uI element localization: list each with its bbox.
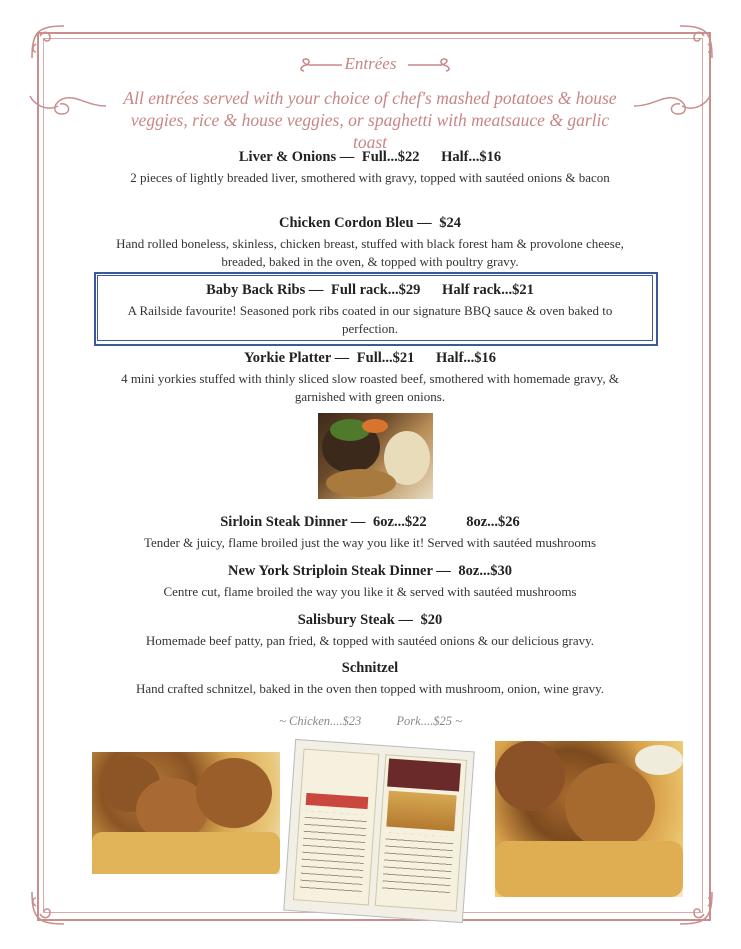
menu-item-chicken-cordon-bleu (110, 214, 630, 270)
item-price-full: Full rack...$29 (331, 282, 421, 298)
item-price-full: Full...$21 (356, 350, 415, 366)
item-name: Chicken Cordon Bleu — (278, 215, 432, 231)
item-name: Sirloin Steak Dinner — (220, 514, 366, 530)
menu-flyer-photo (283, 739, 475, 923)
item-title (110, 659, 630, 677)
option-pork-price: Pork....$25 ~ (396, 714, 462, 728)
item-name: New York Striploin Steak Dinner — (228, 563, 451, 579)
yorkie-platter-photo (318, 413, 433, 499)
flourish-right-icon (406, 58, 454, 72)
item-price: 8oz...$30 (458, 563, 512, 579)
menu-item-salisbury-steak (110, 611, 630, 650)
item-price-8oz: 8oz...$26 (466, 514, 520, 530)
item-price-6oz: 6oz...$22 (373, 514, 427, 530)
item-description: Hand rolled boneless, skinless, chicken breast, stuffed with black forest ham & provolone cheese, breaded, baked in the oven, & topped with poultry gravy. (116, 236, 624, 269)
item-title (110, 349, 630, 367)
item-title (110, 214, 630, 232)
corner-flourish-icon (28, 888, 76, 928)
fish-and-chips-photo (92, 752, 280, 874)
item-price-full: Full...$22 (361, 149, 420, 165)
item-description: 2 pieces of lightly breaded liver, smothered with gravy, topped with sautéed onions & bacon (130, 170, 610, 185)
menu-item-yorkie-platter (110, 349, 630, 405)
item-price: $24 (439, 215, 462, 231)
option-chicken-price: ~ Chicken....$23 (279, 714, 362, 728)
side-flourish-left-icon (28, 92, 108, 118)
menu-item-liver-onions (110, 148, 630, 187)
item-description: Tender & juicy, flame broiled just the way you like it! Served with sautéed mushrooms (143, 535, 597, 550)
item-price-half: Half...$16 (436, 350, 497, 366)
menu-item-schnitzel (110, 659, 630, 698)
item-description: Centre cut, flame broiled the way you like it & served with sautéed mushrooms (163, 584, 577, 599)
item-description: Homemade beef patty, pan fried, & topped with sautéed onions & our delicious gravy. (145, 633, 595, 648)
item-description: A Railside favourite! Seasoned pork ribs coated in our signature BBQ sauce & oven baked to perfection. (127, 303, 613, 336)
item-title (110, 562, 630, 580)
side-flourish-right-icon (632, 92, 712, 118)
section-title: Entrées (344, 54, 397, 73)
item-name: Liver & Onions — (238, 149, 355, 165)
menu-item-baby-back-ribs (110, 281, 630, 337)
menu-item-sirloin-steak (110, 513, 630, 552)
menu-item-ny-striploin (110, 562, 630, 601)
item-name: Baby Back Ribs — (206, 282, 324, 298)
item-title (110, 513, 630, 531)
item-name: Schnitzel (341, 660, 399, 676)
fish-and-chips-photo-2 (495, 741, 683, 897)
item-name: Salisbury Steak — (297, 612, 413, 628)
schnitzel-options (0, 714, 741, 729)
item-title (110, 611, 630, 629)
item-description: 4 mini yorkies stuffed with thinly sliced slow roasted beef, smothered with homemade gravy, & garnished with green onions. (121, 371, 619, 404)
section-subtitle: All entrées served with your choice of chef's mashed potatoes & house veggies, rice & house veggies, or spaghetti with meatsauce & garlic toast (123, 88, 617, 152)
item-title (110, 281, 630, 299)
item-title (110, 148, 630, 166)
item-price-half: Half rack...$21 (442, 282, 534, 298)
item-name: Yorkie Platter — (243, 350, 350, 366)
item-price: $20 (420, 612, 443, 628)
item-price-half: Half...$16 (441, 149, 502, 165)
item-description: Hand crafted schnitzel, baked in the oven then topped with mushroom, onion, wine gravy. (135, 681, 605, 696)
